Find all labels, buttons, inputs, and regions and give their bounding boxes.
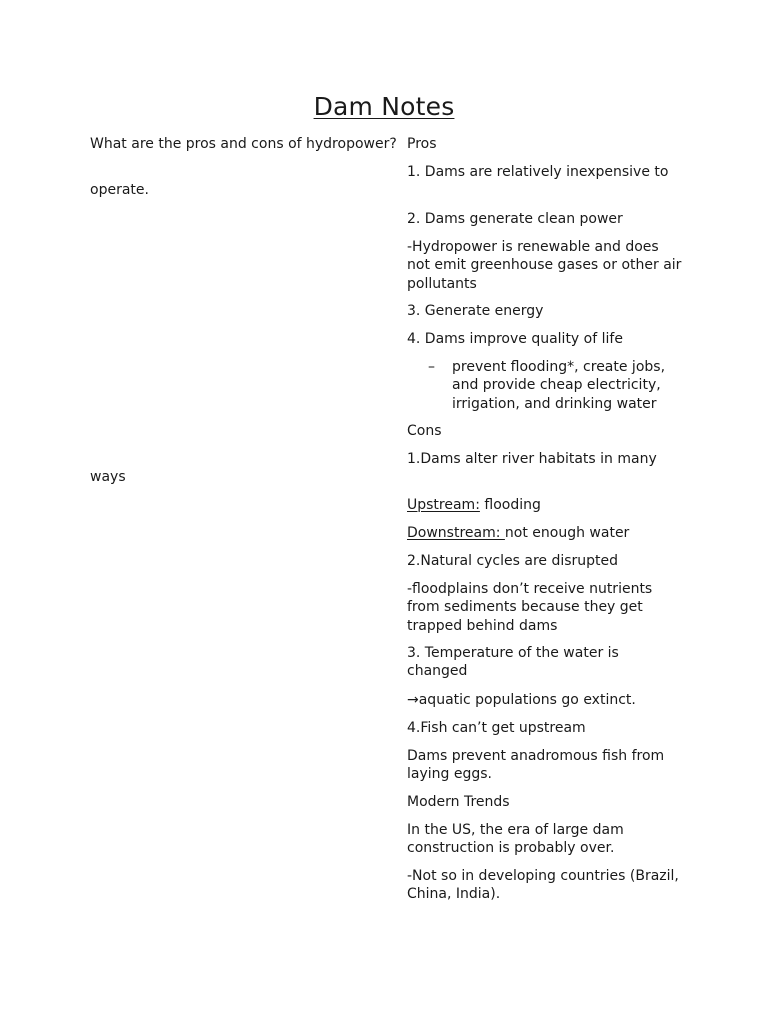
- con-2-detail: -floodplains don’t receive nutrients from sediments because they get trapped behind dams: [407, 581, 653, 634]
- con-3-detail: →aquatic populations go extinct.: [407, 692, 636, 708]
- downstream-line: [407, 524, 629, 542]
- modern-developing: -Not so in developing countries (Brazil, China, India).: [407, 868, 679, 903]
- pro-4-bullet: prevent flooding*, create jobs, and provide cheap electricity, irrigation, and drinking water: [452, 359, 666, 412]
- bullet-dash-icon: –: [428, 359, 435, 375]
- con-2: 2.Natural cycles are disrupted: [407, 553, 619, 569]
- pro-1-line-1: 1. Dams are relatively inexpensive to: [407, 164, 669, 180]
- question-text: What are the pros and cons of hydropower?: [90, 136, 397, 152]
- pro-2: 2. Dams generate clean power: [407, 211, 623, 227]
- modern-us: In the US, the era of large dam construction is probably over.: [407, 822, 624, 857]
- upstream-line: [407, 496, 541, 514]
- con-4-detail: Dams prevent anadromous fish from laying eggs.: [407, 748, 665, 783]
- con-1-line-2: ways: [90, 469, 126, 485]
- downstream-label: Downstream:: [407, 525, 505, 541]
- cons-heading: Cons: [407, 423, 442, 439]
- con-1-line-1: 1.Dams alter river habitats in many: [407, 451, 657, 467]
- pro-4: 4. Dams improve quality of life: [407, 331, 623, 347]
- downstream-text: not enough water: [504, 525, 630, 541]
- con-3: 3. Temperature of the water is changed: [407, 645, 619, 680]
- pro-3: 3. Generate energy: [407, 303, 544, 319]
- pro-2-detail: -Hydropower is renewable and does not emit greenhouse gases or other air pollutants: [407, 239, 682, 292]
- pros-heading: Pros: [407, 136, 437, 152]
- upstream-label: Upstream:: [407, 497, 480, 513]
- pro-1-line-2: operate.: [90, 182, 149, 198]
- con-4: 4.Fish can’t get upstream: [407, 720, 586, 736]
- page-title: Dam Notes: [313, 92, 455, 121]
- upstream-text: flooding: [479, 497, 541, 513]
- modern-trends-heading: Modern Trends: [407, 794, 510, 810]
